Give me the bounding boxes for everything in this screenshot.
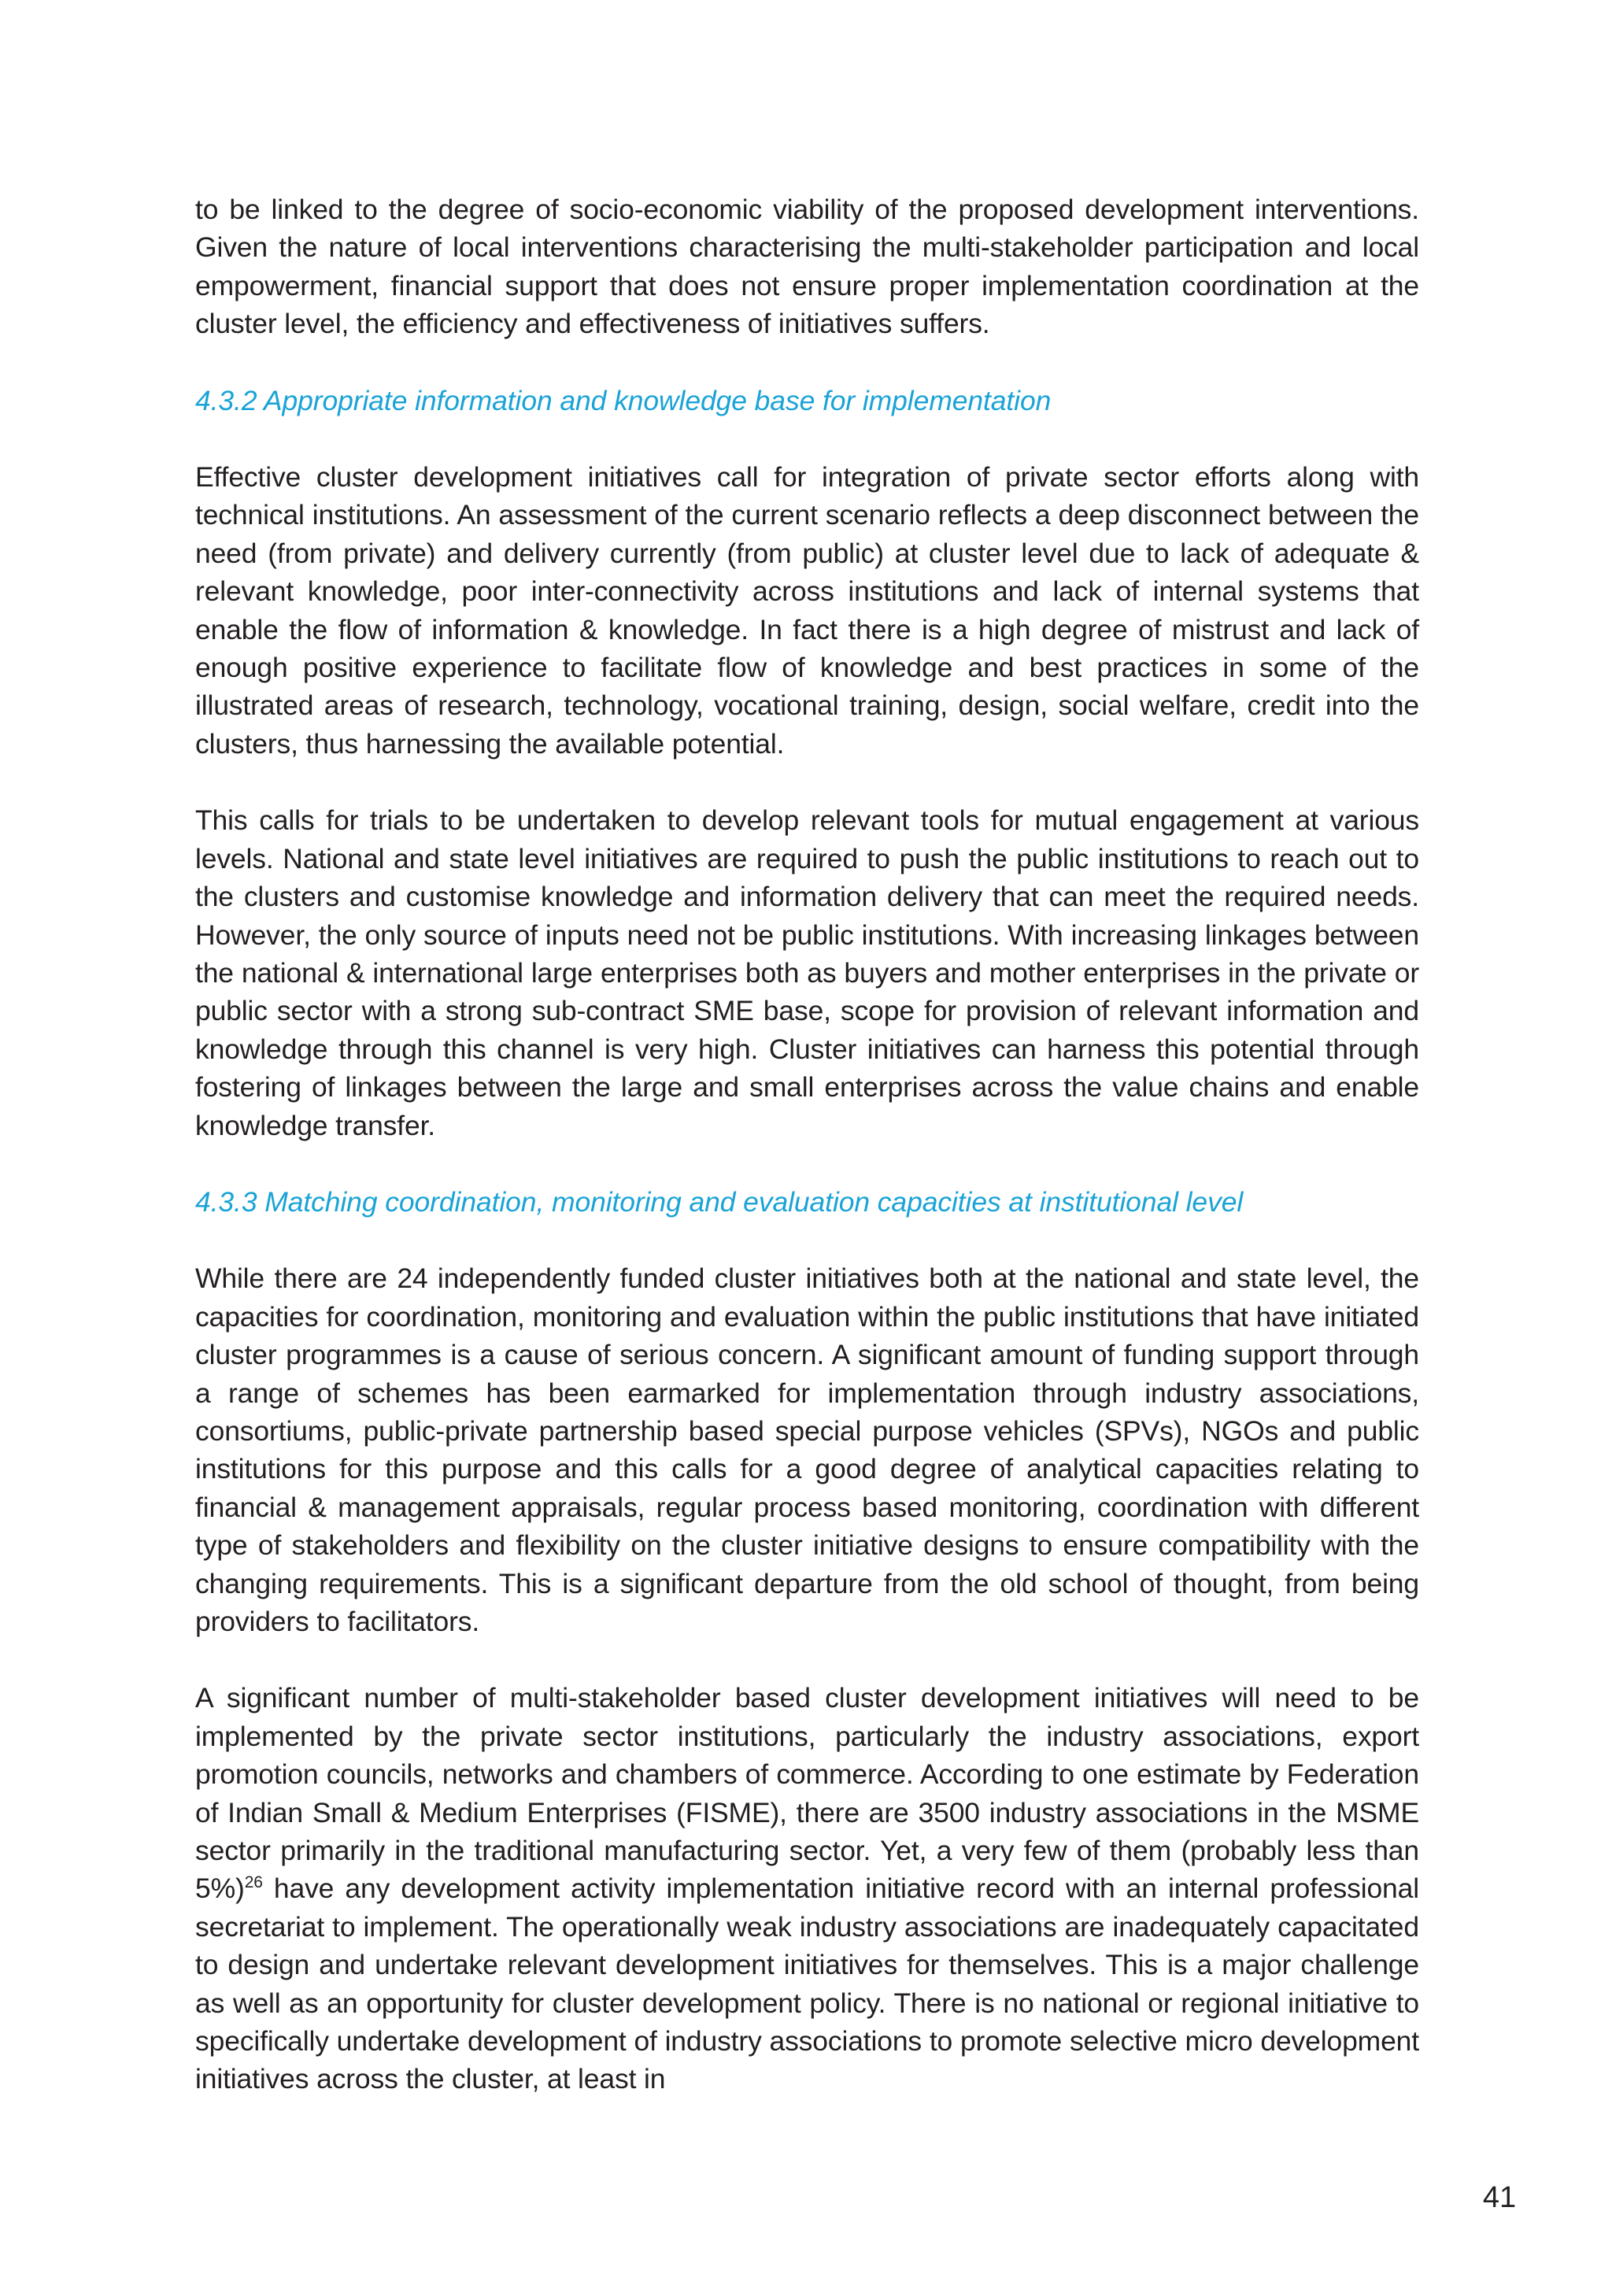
- paragraph-knowledge-disconnect: Effective cluster development initiatives call for integration of private sector efforts along with technical institutions. An assessment of the current scenario reflects a deep disconnect between the need (from private) and delivery currently (from public) at cluster level due to lack of adequate & relevant knowledge, poor inter-connectivity across institutions and lack of internal systems that enable the flow of information & knowledge. In fact there is a high degree of mistrust and lack of enough positive experience to facilitate flow of knowledge and best practices in some of the illustrated areas of research, technology, vocational training, design, social welfare, credit into the clusters, thus harnessing the available potential.: [195, 461, 1419, 760]
- footnote-reference[interactable]: 26: [244, 1873, 263, 1892]
- section-heading-4-3-2: 4.3.2 Appropriate information and knowledge base for implementation: [195, 384, 1052, 416]
- page-number: 41: [1482, 2181, 1517, 2214]
- paragraph-text-after-footnote: have any development activity implementation initiative record with an internal professional secretariat to implement. The operationally weak industry associations are inadequately capacitated to design and undertake relevant development initiatives for themselves. This is a major challenge as well as an opportunity for cluster development policy. There is no national or regional initiative to specifically undertake development of industry associations to promote selective micro development initiatives across the cluster, at least in: [195, 1873, 1419, 2095]
- paragraph-coordination-capacities: While there are 24 independently funded cluster initiatives both at the national and state level, the capacities for coordination, monitoring and evaluation within the public institutions that have initiated cluster programmes is a cause of serious concern. A significant amount of funding support through a range of schemes has been earmarked for implementation through industry associations, consortiums, public-private partnership based special purpose vehicles (SPVs), NGOs and public institutions for this purpose and this calls for a good degree of analytical capacities relating to financial & management appraisals, regular process based monitoring, coordination with different type of stakeholders and flexibility on the cluster initiative designs to ensure compatibility with the changing requirements. This is a significant departure from the old school of thought, from being providers to facilitators.: [195, 1263, 1419, 1637]
- section-heading-4-3-3: 4.3.3 Matching coordination, monitoring and evaluation capacities at institutional level: [195, 1185, 1244, 1218]
- paragraph-text-before-footnote: A significant number of multi-stakeholder based cluster development initiatives will need to be implemented by the private sector institutions, particularly the industry associations, export promotion councils, networks and chambers of commerce. According to one estimate by Federation of Indian Small & Medium Enterprises (FISME), there are 3500 industry associations in the MSME sector primarily in the traditional manufacturing sector. Yet, a very few of them (probably less than 5%): [195, 1682, 1419, 1905]
- paragraph-continued: to be linked to the degree of socio-economic viability of the proposed development interventions. Given the nature of local interventions characterising the multi-stakeholder participation and local empowerment, financial support that does not ensure proper implementation coordination at the cluster level, the efficiency and effectiveness of initiatives suffers.: [195, 194, 1419, 340]
- paragraph-trials-tools: This calls for trials to be undertaken to develop relevant tools for mutual engagement at various levels. National and state level initiatives are required to push the public institutions to reach out to the clusters and customise knowledge and information delivery that can meet the required needs. However, the only source of inputs need not be public institutions. With increasing linkages between the national & international large enterprises both as buyers and mother enterprises in the private or public sector with a strong sub-contract SME base, scope for provision of relevant information and knowledge through this channel is very high. Cluster initiatives can harness this potential through fostering of linkages between the large and small enterprises across the value chains and enable knowledge transfer.: [195, 804, 1419, 1141]
- page-body: [195, 190, 1419, 2098]
- paragraph-industry-associations: [195, 1679, 1419, 2098]
